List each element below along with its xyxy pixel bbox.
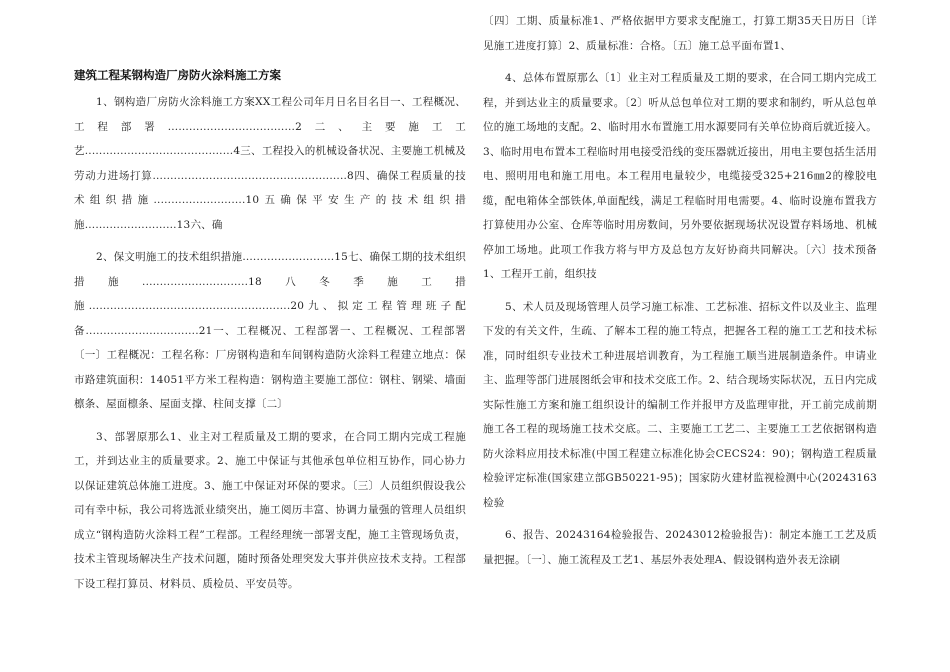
paragraph: 4、总体布置原那么〔1〕业主对工程质量及工期的要求，在合同工期内完成工程，并到达业主的质量要求。〔2〕听从总包单位对工期的要求和制约，听从总包单位的施工场地的支配。2、临时用水布置施工用水源要同有关单位协商后就近接入。3、临时用电布置本工程临时用电接受沿线的变压器就近接出，用电主要包括生活用电、照明用电和施工用电。本工程用电量较少，电缆接受325+216㎜2的橡胶电缆，配电箱体全部铁体,单面配线，满足工程临时用电需要。4、临时设施布置我方打算使用办公室、仓库等临时用房数间，另外要依据现场状况设置存料场地、机械停加工场地。此项工作我方将与甲方及总包方友好协商共同解决。〔六〕技术预备1、工程开工前，组织技: [483, 72, 877, 280]
right-column: [483, 0, 877, 580]
paragraph: 2、保文明施工的技术组织措施..........................15七、确保工期的技术组织措施..............................18八冬季施工措施.........................................................20九、拟定工程管理班子配备................................21一、工程概况、工程部署一、工程概况、工程部署〔一〕工程概况：工程名称：厂房钢构造和车间钢构造防火涂料工程建立地点：保市路建筑面积：14051平方米工程构造：钢构造主要施工部位：钢柱、钢梁、墙面檩条、屋面檩条、屋面支撑、柱间支撑〔二〕: [74, 251, 466, 410]
left-column: [74, 0, 466, 604]
paragraph: 5、术人员及现场管理人员学习施工标准、工艺标准、招标文件以及业主、监理下发的有关文件，生疏、了解本工程的施工特点，把握各工程的施工工艺和技术标准，同时组织专业技术工种进展培训教育，为工程施工顺当进展制造条件。申请业主、监理等部门进展图纸会审和技术交底工作。2、结合现场实际状况，五日内完成实际性施工方案和施工组织设计的编制工作并报甲方及监理审批，开工前完成前期施工各工程的现场施工技术交底。二、主要施工工艺二、主要施工工艺依据钢构造防火涂料应用技术标准(中国工程建立标准化协会CECS24：90)；钢构造工程质量检验评定标准(国家建立部GB50221-95)；国家防火建材监视检测中心(20243163检验: [483, 300, 877, 509]
paragraph: 1、钢构造厂房防火涂料施工方案XX工程公司年月日名目名目一、工程概况、工程部署....................................2二、主要施工工艺..........................................4三、工程投入的机械设备状况、主要施工机械及劳动力进场打算.......................................................8四、确保工程质量的技术组织措施..........................10五确保平安生产的技术组织措施..........................13六、确: [74, 96, 466, 231]
paragraph: 3、部署原那么1、业主对工程质量及工期的要求，在合同工期内完成工程施工，并到达业主的质量要求。2、施工中保证与其他承包单位相互协作，同心协力以保证建筑总体施工进度。3、施工中保证对环保的要求。〔三〕人员组织假设我公司有幸中标，我公司将选派业绩突出，施工阅历丰富、协调力量强的管理人员组织成立“钢构造防火涂料工程”工程部。工程经理统一部署支配，施工主管现场负责，技术主管现场解决生产技术问题，随时预备处理突发大事并供应技术支持。工程部下设工程打算员、材料员、质检员、平安员等。: [74, 430, 466, 590]
document-title: 建筑工程某钢构造厂房防火涂料施工方案: [74, 68, 281, 82]
paragraph: 6、报告、20243164检验报告、20243012检验报告)：制定本施工工艺及质量把握。〔一〕、施工流程及工艺1、基层外表处理A、假设钢构造外表无涂刷: [483, 529, 877, 566]
paragraph: 〔四〕工期、质量标准1、严格依据甲方要求支配施工，打算工期35天日历日〔详见施工进度打算〕2、质量标准：合格。〔五〕施工总平面布置1、: [483, 15, 877, 52]
